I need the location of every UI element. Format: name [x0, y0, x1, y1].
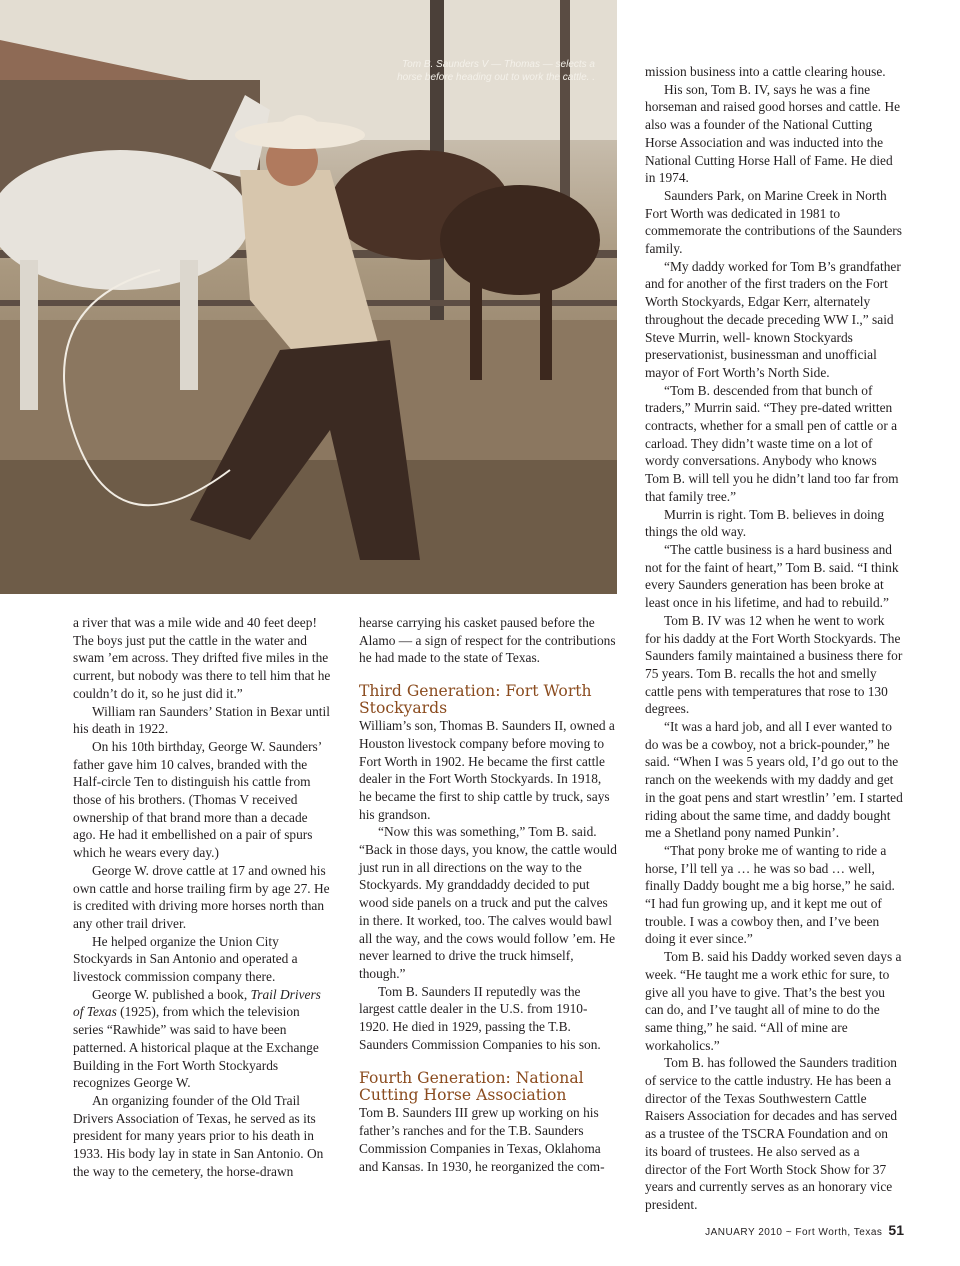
book-title: Trail Drivers of Texas	[73, 986, 321, 1020]
article-column-1	[73, 614, 331, 1181]
paragraph	[73, 986, 331, 1092]
text-span: George W. published a book,	[92, 986, 251, 1002]
article-column-2	[359, 614, 617, 1175]
paragraph: “The cattle business is a hard business and not for the faint of heart,” Tom B. said. “I think every Saunders generation has been broke at least once in his lifetime, and had to rebuild.”	[645, 541, 899, 611]
paragraph: “Tom B. descended from that bunch of traders,” Murrin said. “They pre-dated written contracts, whether for a small pen of cattle or a carload. They didn’t waste time on a lot of wordy conversations. Anybody who knows Tom B. will tell you he didn’t land too far from that family tree.”	[645, 382, 899, 504]
cover-photo	[0, 0, 617, 594]
cowboy-horse-illustration	[0, 0, 617, 594]
paragraph: a river that was a mile wide and 40 feet deep! The boys just put the cattle in the water and swam ’em across. They drifted five miles in the current, but nobody was there to tell him that he couldn’t do it, so he just did it.”	[73, 615, 331, 701]
paragraph: “My daddy worked for Tom B’s grandfather and for another of the first traders on the Fort Worth Stockyards, Edgar Kerr, alternately throughout the decade preceding WW I.,” said Steve Murrin, well- known Stockyards preservationist, businessman and unofficial mayor of Fort Worth’s North Side.	[645, 258, 901, 380]
paragraph: His son, Tom B. IV, says he was a fine horseman and raised good horses and cattle. He also was a founder of the National Cutting Horse Association and was inducted into the National Cutting Horse Hall of Fame. He died in 1974.	[645, 81, 901, 186]
paragraph: “It was a hard job, and all I ever wanted to do was be a cowboy, not a brick-pounder,” he said. “When I was 5 years old, I’d go out to the ranch on the weekends with my daddy and get in the goat pens and start wrestlin’ ’em. I started riding about the same time, and daddy bought me a Shetland pony named Punkin’.	[645, 719, 903, 841]
article-column-3	[645, 63, 903, 1214]
paragraph: Tom B. IV was 12 when he went to work for his daddy at the Fort Worth Stockyards. The Saunders family maintained a business there for 75 years. Tom B. recalls the hot and smelly cattle pens with temperatures that rose to 130 degrees.	[645, 612, 903, 717]
paragraph: William ran Saunders’ Station in Bexar until his death in 1922.	[73, 703, 330, 737]
section-heading: Fourth Generation: National Cutting Horse Association	[359, 1069, 584, 1105]
paragraph: An organizing founder of the Old Trail Drivers Association of Texas, he served as its president for many years prior to his death in 1933. His body lay in state in San Antonio. On the way to the cemetery, the horse-drawn	[73, 1092, 324, 1179]
paragraph: hearse carrying his casket paused before the Alamo — a sign of respect for the contributions he had made to the state of Texas.	[359, 615, 616, 666]
page-number: 51	[888, 1222, 904, 1238]
paragraph: Murrin is right. Tom B. believes in doing things the old way.	[645, 506, 885, 540]
issue-line: JANUARY 2010 ~ Fort Worth, Texas	[705, 1227, 883, 1238]
paragraph: Saunders Park, on Marine Creek in North Fort Worth was dedicated in 1981 to commemorate the contributions of the Saunders family.	[645, 187, 902, 257]
paragraph: He helped organize the Union City Stockyards in San Antonio and operated a livestock commission company there.	[73, 933, 298, 985]
paragraph: “That pony broke me of wanting to ride a horse, I’ll tell ya … he was so bad … well, finally Daddy bought me a big horse,” he said. “I had fun growing up, and it kept me out of trouble. I was a cowboy then, and I’ve been doing it ever since.”	[645, 842, 895, 947]
section-heading: Third Generation: Fort Worth Stockyards	[359, 682, 592, 718]
paragraph: On his 10th birthday, George W. Saunders’ father gave him 10 calves, branded with the Half-circle Ten to distinguish his cattle from those of his brothers. (Thomas V received ownership of that brand more than a decade ago. He had it embellished on a pair of spurs which he wears every day.)	[73, 738, 322, 861]
paragraph: Tom B. Saunders III grew up working on his father’s ranches and for the T.B. Saunders Commission Companies in Texas, Oklahoma and Kansas. In 1930, he reorganized the com-	[359, 1105, 605, 1174]
paragraph: William’s son, Thomas B. Saunders II, owned a Houston livestock company before moving to Fort Worth in 1902. He became the first cattle dealer in the Fort Worth Stockyards. In 1918, he became the first to ship cattle by truck, says his grandson.	[359, 718, 615, 822]
paragraph: Tom B. Saunders II reputedly was the largest cattle dealer in the U.S. from 1910-1920. He died in 1929, passing the T.B. Saunders Commission Companies to his son.	[359, 983, 601, 1052]
paragraph: George W. drove cattle at 17 and owned his own cattle and horse trailing firm by age 27. He is credited with driving more horses north than any other trail driver.	[73, 862, 330, 931]
paragraph: Tom B. said his Daddy worked seven days a week. “He taught me a work ethic for sure, to give all you have to give. That’s the best you can do, and I’ve taught all of mine to do the same thing,” he said. “All of mine are workaholics.”	[645, 949, 902, 1053]
paragraph: “Now this was something,” Tom B. said. “Back in those days, you know, the cattle would just run in all directions on the way to the Stockyards. My granddaddy decided to put wood side panels on a truck and put the calves in there. It worked, too. The calves would bawl all the way, and the cows would follow ’em. He never learned to drive the truck himself, though.”	[359, 824, 617, 981]
page-footer	[705, 1222, 904, 1238]
paragraph: Tom B. has followed the Saunders tradition of service to the cattle industry. He has been a director of the Texas Southwestern Cattle Raisers Association for decades and has served as a trustee of the TSCRA Foundation and on its board of trustees. He also served as a director of the Fort Worth Stock Show for 37 years and currently serves as an honorary vice president.	[645, 1055, 898, 1212]
text-span: (1925), from which the television series “Rawhide” was said to have been patterned. A historical plaque at the Exchange Building in the Fort Worth Stockyards recognizes George W.	[73, 1004, 319, 1091]
paragraph: mission business into a cattle clearing house.	[645, 64, 886, 79]
photo-caption: Tom B. Saunders V — Thomas — selects a horse before heading out to work the cattle. .	[397, 59, 595, 83]
